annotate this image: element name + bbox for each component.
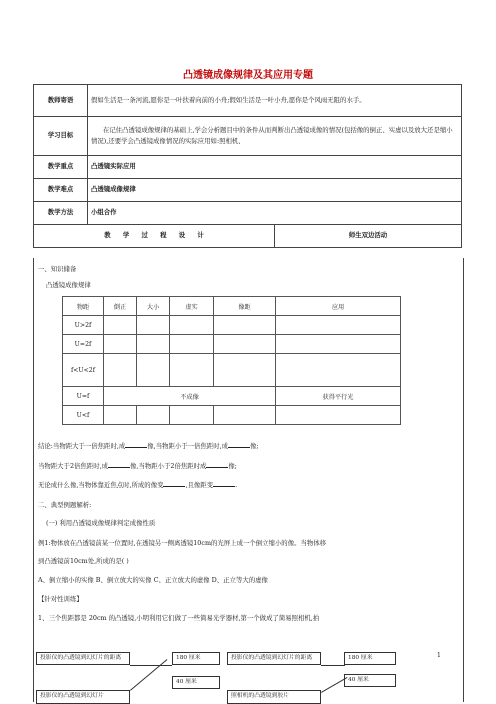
table-row <box>63 354 401 387</box>
table-row <box>63 406 401 425</box>
table-cell <box>104 354 137 387</box>
col-header: 大小 <box>137 297 170 316</box>
blank-line <box>163 480 185 487</box>
table-header-row <box>63 297 401 316</box>
training-text: 1、三个焦距都是 20cm 的凸透镜,小明利用它们做了一些简易光学器材,第一个做成了简易照相机,拍 <box>38 614 320 622</box>
conclusion-line <box>38 480 237 489</box>
blank-line <box>213 480 238 489</box>
section-subheading: 凸透镜成像规律 <box>46 281 91 289</box>
table-cell <box>137 316 170 335</box>
table-row <box>63 387 401 406</box>
lens-rule-table <box>62 296 401 425</box>
table-row <box>34 202 462 225</box>
row-text: 凸透镜成像规律 <box>88 179 462 202</box>
row-text: 凸透镜实际应用 <box>88 156 462 179</box>
section-heading: 二、典型例题解析: <box>38 501 92 509</box>
diagram-box-right: 投影仪的凸透镜到幻灯片的距离 <box>227 652 321 665</box>
row-label: 学习目标 <box>34 117 88 156</box>
table-cell <box>170 406 214 425</box>
design-header-row <box>34 225 462 248</box>
col-header: 物距 <box>63 297 104 316</box>
col-header: 虚实 <box>170 297 214 316</box>
application-cell: 获得平行光 <box>276 387 401 406</box>
table-row <box>63 335 401 354</box>
page-title: 凸透镜成像规律及其应用专题 <box>183 70 313 81</box>
design-header-text: 教 学 过 程 设 计 <box>104 231 204 240</box>
col-header: 倒正 <box>104 297 137 316</box>
activity-header: 师生双边活动 <box>275 225 462 248</box>
blank-line <box>125 441 147 448</box>
conclusion-text: 当物距大于2倍焦距时,成 <box>38 462 109 470</box>
page-number: 1 <box>437 652 441 659</box>
section-heading: 一、知识储备 <box>38 265 77 273</box>
example-text: 例1:物体放在凸透镜前某一位置时,在透镜另一侧离透镜10cm的光屏上成一个倒立缩小的像。当物体移 <box>38 539 327 547</box>
conclusion-line <box>38 461 237 470</box>
table-cell <box>170 354 214 387</box>
table-cell <box>137 335 170 354</box>
diagram-value: 40 厘米 <box>172 676 220 689</box>
col-header: 应用 <box>276 297 401 316</box>
table-cell <box>214 316 276 335</box>
conclusion-line <box>38 441 259 450</box>
diagram-box-left: 投影仪的凸透镜到幻灯片的距离 <box>36 652 130 665</box>
table-cell <box>170 335 214 354</box>
design-header <box>34 225 275 248</box>
example-text: 到凸透镜前10cm处,所成的是( ) <box>38 557 129 565</box>
conclusion-text: ,且像距变 <box>185 481 214 489</box>
table-cell <box>104 335 137 354</box>
table-row <box>34 117 462 156</box>
row-text: 假如生活是一条河流,愿你是一叶扶着向前的小舟;假如生活是一叶小舟,愿你是个风雨无阻的水手。 <box>88 85 462 117</box>
distance-cell: f<U<2f <box>63 354 104 387</box>
diagram-value: 40 厘米 <box>344 674 396 687</box>
table-row <box>34 156 462 179</box>
table-cell <box>276 406 401 425</box>
table-cell <box>276 335 401 354</box>
conclusion-text: . <box>235 481 238 489</box>
row-text: 在记住凸透镜成像规律的基础上,学会分析题目中的条件从而判断出凸透镜成像的情况(包括像的倒正、实虚以及放大还是缩小情况),还要学会凸透镜成像情况的实际应用如:照相机、 <box>88 117 462 156</box>
distance-cell: U<f <box>63 406 104 425</box>
row-label: 教学难点 <box>34 179 88 202</box>
table-cell <box>214 406 276 425</box>
blank-line <box>228 441 250 448</box>
conclusion-text: 像,当物距小于一倍焦距时,成 <box>147 442 229 450</box>
row-label: 教学重点 <box>34 156 88 179</box>
training-heading: 【针对性训练】 <box>38 595 83 603</box>
diagram-value: 180 厘米 <box>172 652 220 665</box>
blank-line <box>108 461 130 468</box>
section-subheading: (一) 利用凸透镜成像规律判定成像性质 <box>46 519 156 527</box>
diagram-box-right-2: 照相机的凸透镜到胶片 <box>227 690 321 704</box>
table-cell <box>276 354 401 387</box>
table-cell <box>137 406 170 425</box>
merged-cell: 不成像 <box>104 387 276 406</box>
conclusion-text: 像; <box>250 442 259 450</box>
distance-cell: U=2f <box>63 335 104 354</box>
blank-line <box>206 461 228 468</box>
table-cell <box>104 406 137 425</box>
connector-line <box>130 665 172 666</box>
row-text: 小组合作 <box>88 202 462 225</box>
table-cell <box>214 354 276 387</box>
table-cell <box>214 335 276 354</box>
distance-cell: U=f <box>63 387 104 406</box>
diagram-box-left-2: 投影仪的凸透镜到幻灯片 <box>36 690 130 704</box>
options-text: A、倒立缩小的实像 B、倒立放大的实像 C、正立放大的虚像 D、正立等大的虚像 <box>38 576 268 584</box>
table-cell <box>137 354 170 387</box>
connector-line <box>321 665 345 666</box>
diagram-value: 180 厘米 <box>344 652 396 665</box>
conclusion-text: 像,当物距小于2倍焦距时成 <box>130 462 207 470</box>
table-row <box>34 85 462 117</box>
conclusion-text: 结论:当物距大于一倍焦距时,成 <box>38 442 126 450</box>
distance-cell: U>2f <box>63 316 104 335</box>
table-row <box>63 316 401 335</box>
table-cell <box>104 316 137 335</box>
conclusion-text: 无论成什么像,当物体靠近焦点时,所成的像变 <box>38 481 164 489</box>
table-row <box>34 179 462 202</box>
conclusion-text: 像; <box>228 462 237 470</box>
row-label: 教学方法 <box>34 202 88 225</box>
lesson-plan-table <box>33 84 462 248</box>
table-cell <box>276 316 401 335</box>
table-cell <box>170 316 214 335</box>
col-header: 像距 <box>214 297 276 316</box>
row-label: 教师寄语 <box>34 85 88 117</box>
